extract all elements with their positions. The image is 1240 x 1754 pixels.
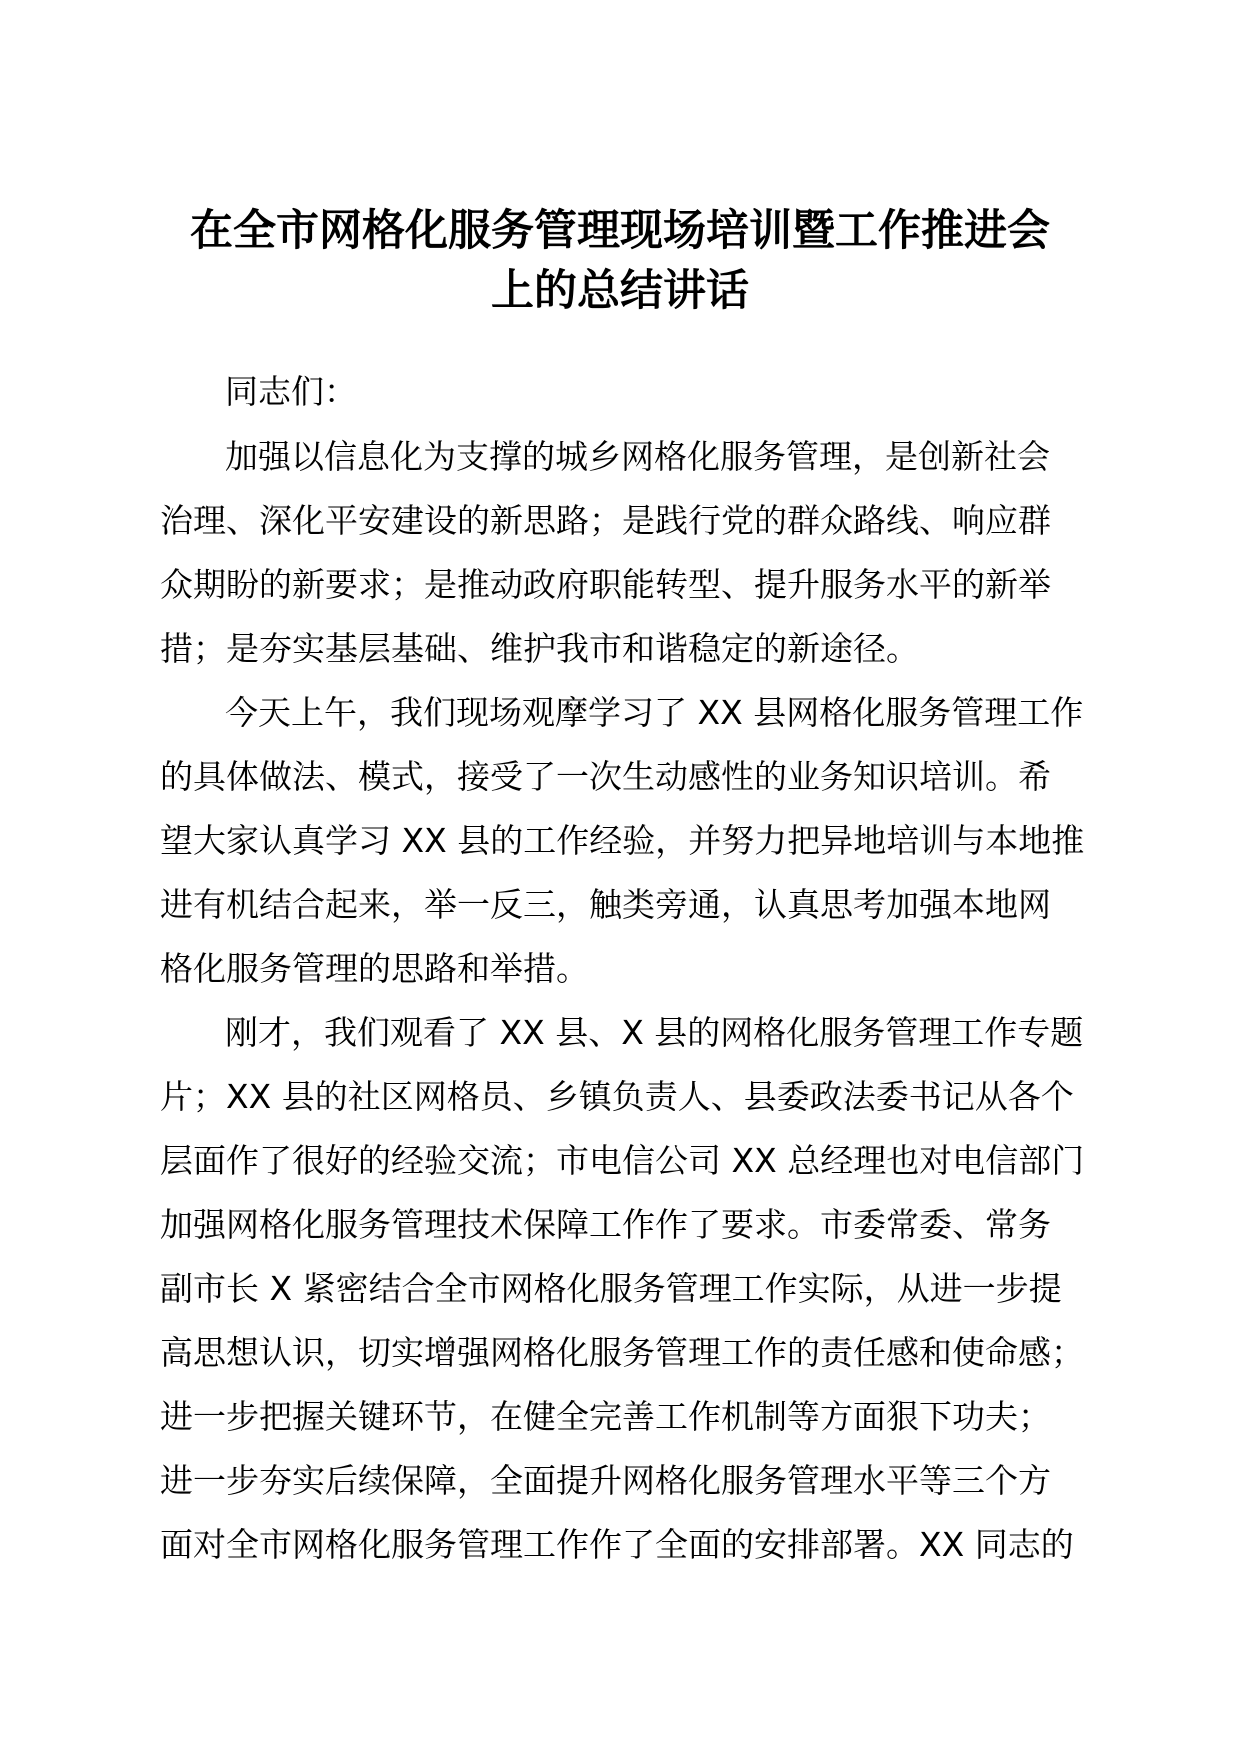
salutation: 同志们： — [225, 372, 357, 411]
body-line: 措；是夯实基层基础、维护我市和谐稳定的新途径。 — [160, 629, 919, 668]
body-line: 面对全市网格化服务管理工作作了全面的安排部署。XX 同志的 — [160, 1525, 1074, 1564]
body-line: 刚才，我们观看了 XX 县、X 县的网格化服务管理工作专题 — [225, 1013, 1084, 1052]
body-line: 加强以信息化为支撑的城乡网格化服务管理，是创新社会 — [225, 437, 1050, 476]
body-line: 治理、深化平安建设的新思路；是践行党的群众路线、响应群 — [160, 501, 1051, 540]
body-line: 层面作了很好的经验交流；市电信公司 XX 总经理也对电信部门 — [160, 1141, 1085, 1180]
body-line: 进有机结合起来，举一反三，触类旁通，认真思考加强本地网 — [160, 885, 1051, 924]
body-line: 进一步把握关键环节，在健全完善工作机制等方面狠下功夫； — [160, 1397, 1051, 1436]
body-line: 众期盼的新要求；是推动政府职能转型、提升服务水平的新举 — [160, 565, 1051, 604]
body-line: 片；XX 县的社区网格员、乡镇负责人、县委政法委书记从各个 — [160, 1077, 1074, 1116]
body-line: 加强网格化服务管理技术保障工作作了要求。市委常委、常务 — [160, 1205, 1051, 1244]
body-line: 的具体做法、模式，接受了一次生动感性的业务知识培训。希 — [160, 757, 1051, 796]
body-line: 高思想认识，切实增强网格化服务管理工作的责任感和使命感； — [160, 1333, 1084, 1372]
document-title-line-2: 上的总结讲话 — [491, 266, 749, 316]
body-line: 进一步夯实后续保障，全面提升网格化服务管理水平等三个方 — [160, 1461, 1051, 1500]
body-line: 副市长 X 紧密结合全市网格化服务管理工作实际，从进一步提 — [160, 1269, 1062, 1308]
body-line: 望大家认真学习 XX 县的工作经验，并努力把异地培训与本地推 — [160, 821, 1085, 860]
document-title-line-1: 在全市网格化服务管理现场培训暨工作推进会 — [190, 206, 1050, 256]
body-line: 今天上午，我们现场观摩学习了 XX 县网格化服务管理工作 — [225, 693, 1084, 732]
body-line: 格化服务管理的思路和举措。 — [160, 949, 589, 988]
